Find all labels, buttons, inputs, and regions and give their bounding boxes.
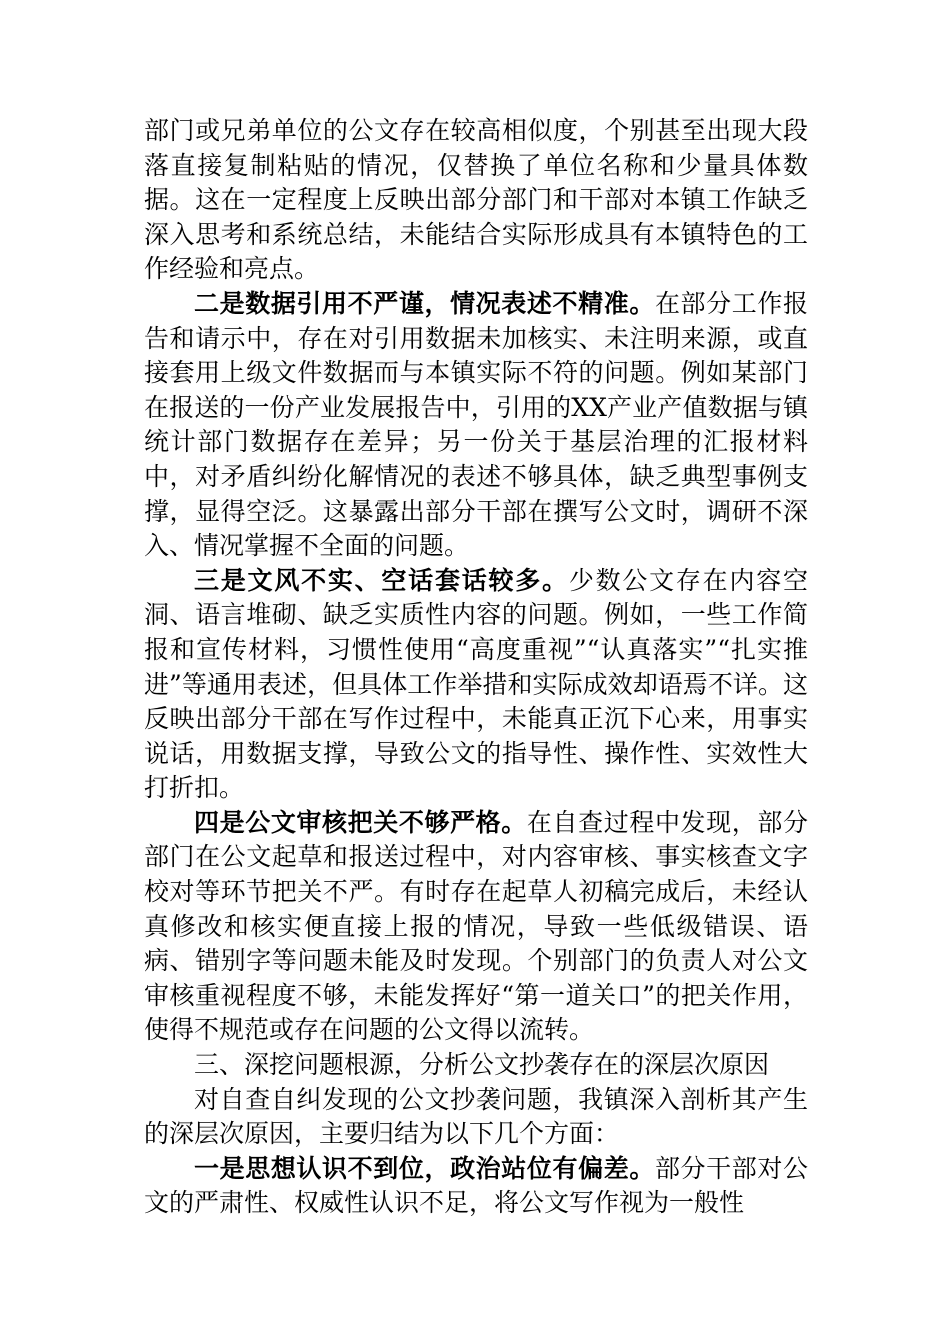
paragraph-text: 部分干部对公文的严肃性、权威性认识不足，将公文写作视为一般性: [144, 1153, 808, 1218]
section-intro: [144, 1083, 808, 1152]
paragraph-lead: 二是数据引用不严谨，情况表述不精准。: [194, 288, 655, 318]
paragraph-point-four: [144, 806, 808, 1048]
paragraph-point-one: [144, 1152, 808, 1221]
paragraph-text: 对自查自纠发现的公文抄袭问题，我镇深入剖析其产生的深层次原因，主要归结为以下几个方面：: [144, 1084, 808, 1149]
section-heading: 三、深挖问题根源，分析公文抄袭存在的深层次原因: [194, 1050, 770, 1080]
paragraph-lead: 三是文风不实、空话套话较多。: [194, 565, 569, 595]
paragraph-continued: [144, 114, 808, 287]
paragraph-lead: 四是公文审核把关不够严格。: [194, 807, 527, 837]
paragraph-point-three: [144, 564, 808, 806]
paragraph-lead: 一是思想认识不到位，政治站位有偏差。: [194, 1153, 655, 1183]
paragraph-text: 在自查过程中发现，部分部门在公文起草和报送过程中，对内容审核、事实核查文字校对等环节把关不严。有时存在起草人初稿完成后，未经认真修改和核实便直接上报的情况，导致一些低级错误、语病、错别字等问题未能及时发现。个别部门的负责人对公文审核重视程度不够，未能发挥好“第一道关口”的把关作用，使得不规范或存在问题的公文得以流转。: [144, 807, 808, 1045]
paragraph-point-two: [144, 287, 808, 564]
paragraph-text: 部门或兄弟单位的公文存在较高相似度，个别甚至出现大段落直接复制粘贴的情况，仅替换了单位名称和少量具体数据。这在一定程度上反映出部分部门和干部对本镇工作缺乏深入思考和系统总结，未能结合实际形成具有本镇特色的工作经验和亮点。: [144, 116, 808, 284]
paragraph-text: 少数公文存在内容空洞、语言堆砌、缺乏实质性内容的问题。例如，一些工作简报和宣传材料，习惯性使用“高度重视”“认真落实”“扎实推进”等通用表述，但具体工作举措和实际成效却语焉不详。这反映出部分干部在写作过程中，未能真正沉下心来，用事实说话，用数据支撑，导致公文的指导性、操作性、实效性大打折扣。: [144, 565, 808, 803]
document-page: [144, 114, 808, 1221]
paragraph-text: 在部分工作报告和请示中，存在对引用数据未加核实、未注明来源，或直接套用上级文件数据而与本镇实际不符的问题。例如某部门在报送的一份产业发展报告中，引用的XX产业产值数据与镇统计部门数据存在差异；另一份关于基层治理的汇报材料中，对矛盾纠纷化解情况的表述不够具体，缺乏典型事例支撑，显得空泛。这暴露出部分干部在撰写公文时，调研不深入、情况掌握不全面的问题。: [144, 288, 808, 561]
